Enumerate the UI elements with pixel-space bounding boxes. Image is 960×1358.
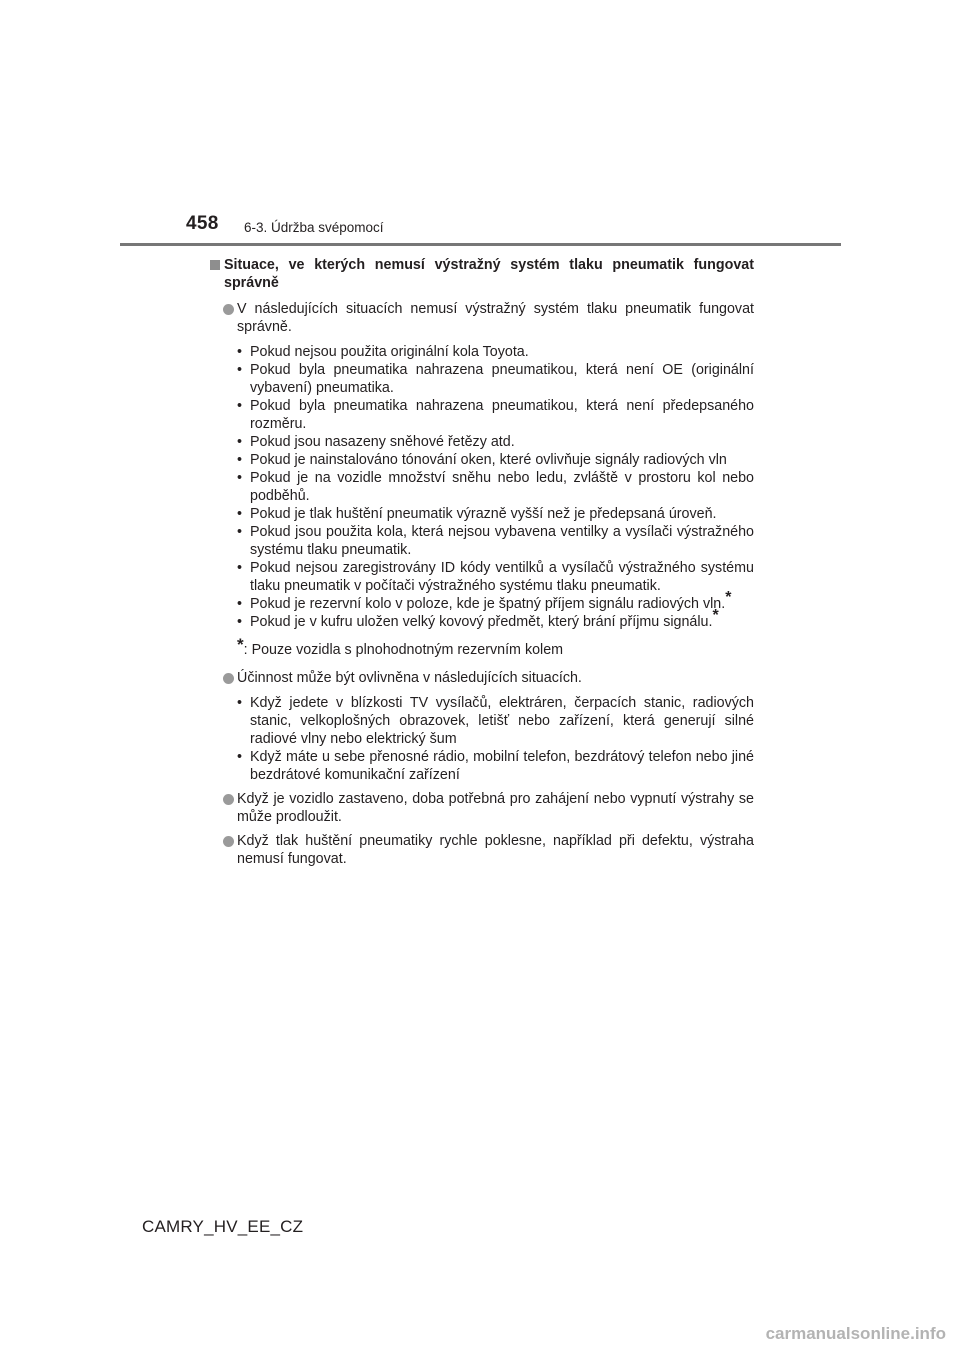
footnote-star: *: [237, 635, 244, 654]
header-divider: [120, 243, 841, 246]
document-code: CAMRY_HV_EE_CZ: [142, 1217, 304, 1236]
circle-bullet-icon: [223, 673, 234, 684]
page-content: [210, 256, 754, 868]
list-item: • Pokud jsou použita kola, která nejsou vybavena ventilky a vysílači výstražného systému tlaku pneumatik.: [237, 524, 754, 558]
paragraph-situations: [210, 300, 754, 336]
paragraph-text: V následujících situacích nemusí výstražný systém tlaku pneumatik fungovat správně.: [237, 301, 754, 335]
list-item: • Pokud byla pneumatika nahrazena pneumatikou, která není předepsaného rozměru.: [237, 398, 754, 432]
footnote: [210, 635, 754, 659]
list-item: • Pokud nejsou zaregistrovány ID kódy ventilků a vysílačů výstražného systému tlaku pneumatik v počítači výstražného systému tlaku pneumatik.: [237, 560, 754, 594]
list-item: • Pokud je nainstalováno tónování oken, které ovlivňuje signály radiových vln: [237, 452, 727, 468]
paragraph-pressure-drop: [210, 832, 754, 868]
paragraph-text: Když tlak huštění pneumatiky rychle poklesne, například při defektu, výstraha nemusí fungovat.: [237, 833, 754, 867]
list-item: • Pokud nejsou použita originální kola Toyota.: [237, 344, 529, 360]
section-heading: [210, 256, 754, 292]
paragraph-text: Účinnost může být ovlivněna v následujících situacích.: [237, 670, 582, 686]
watermark: carmanualsonline.info: [765, 1324, 946, 1343]
section-title: 6-3. Údržba svépomocí: [244, 220, 384, 235]
list-item: • Pokud jsou nasazeny sněhové řetězy atd.: [237, 434, 515, 450]
footnote-text: : Pouze vozidla s plnohodnotným rezervním kolem: [243, 642, 564, 658]
list-item: • Pokud je v kufru uložen velký kovový předmět, který brání příjmu signálu.*: [237, 607, 719, 630]
effectiveness-list: [210, 694, 754, 784]
footnote-marker: *: [712, 607, 719, 624]
square-bullet-icon: [210, 260, 220, 270]
list-item: • Když máte u sebe přenosné rádio, mobilní telefon, bezdrátový telefon nebo jiné bezdrátové komunikační zařízení: [237, 749, 754, 783]
page-number: 458: [186, 213, 219, 234]
circle-bullet-icon: [223, 836, 234, 847]
footnote-marker: *: [725, 589, 732, 606]
situations-list: [210, 343, 754, 631]
paragraph-stopped-vehicle: [210, 790, 754, 826]
list-item: • Pokud je rezervní kolo v poloze, kde je špatný příjem signálu radiových vln.*: [237, 589, 732, 612]
circle-bullet-icon: [223, 304, 234, 315]
list-item: • Pokud byla pneumatika nahrazena pneumatikou, která není OE (originální vybavení) pneumatika.: [237, 362, 754, 396]
circle-bullet-icon: [223, 794, 234, 805]
paragraph-effectiveness: [210, 669, 754, 687]
list-item: • Když jedete v blízkosti TV vysílačů, elektráren, čerpacích stanic, radiových stanic, velkoplošných obrazovek, letišť nebo zařízení, která generují silné radiové vlny nebo elektrický šum: [237, 695, 754, 747]
section-heading-text: Situace, ve kterých nemusí výstražný systém tlaku pneumatik fungovat správně: [224, 257, 754, 291]
paragraph-text: Když je vozidlo zastaveno, doba potřebná pro zahájení nebo vypnutí výstrahy se může prodloužit.: [237, 791, 754, 825]
list-item: • Pokud je tlak huštění pneumatik výrazně vyšší než je předepsaná úroveň.: [237, 506, 717, 522]
list-item: • Pokud je na vozidle množství sněhu nebo ledu, zvláště v prostoru kol nebo podběhů.: [237, 470, 754, 504]
